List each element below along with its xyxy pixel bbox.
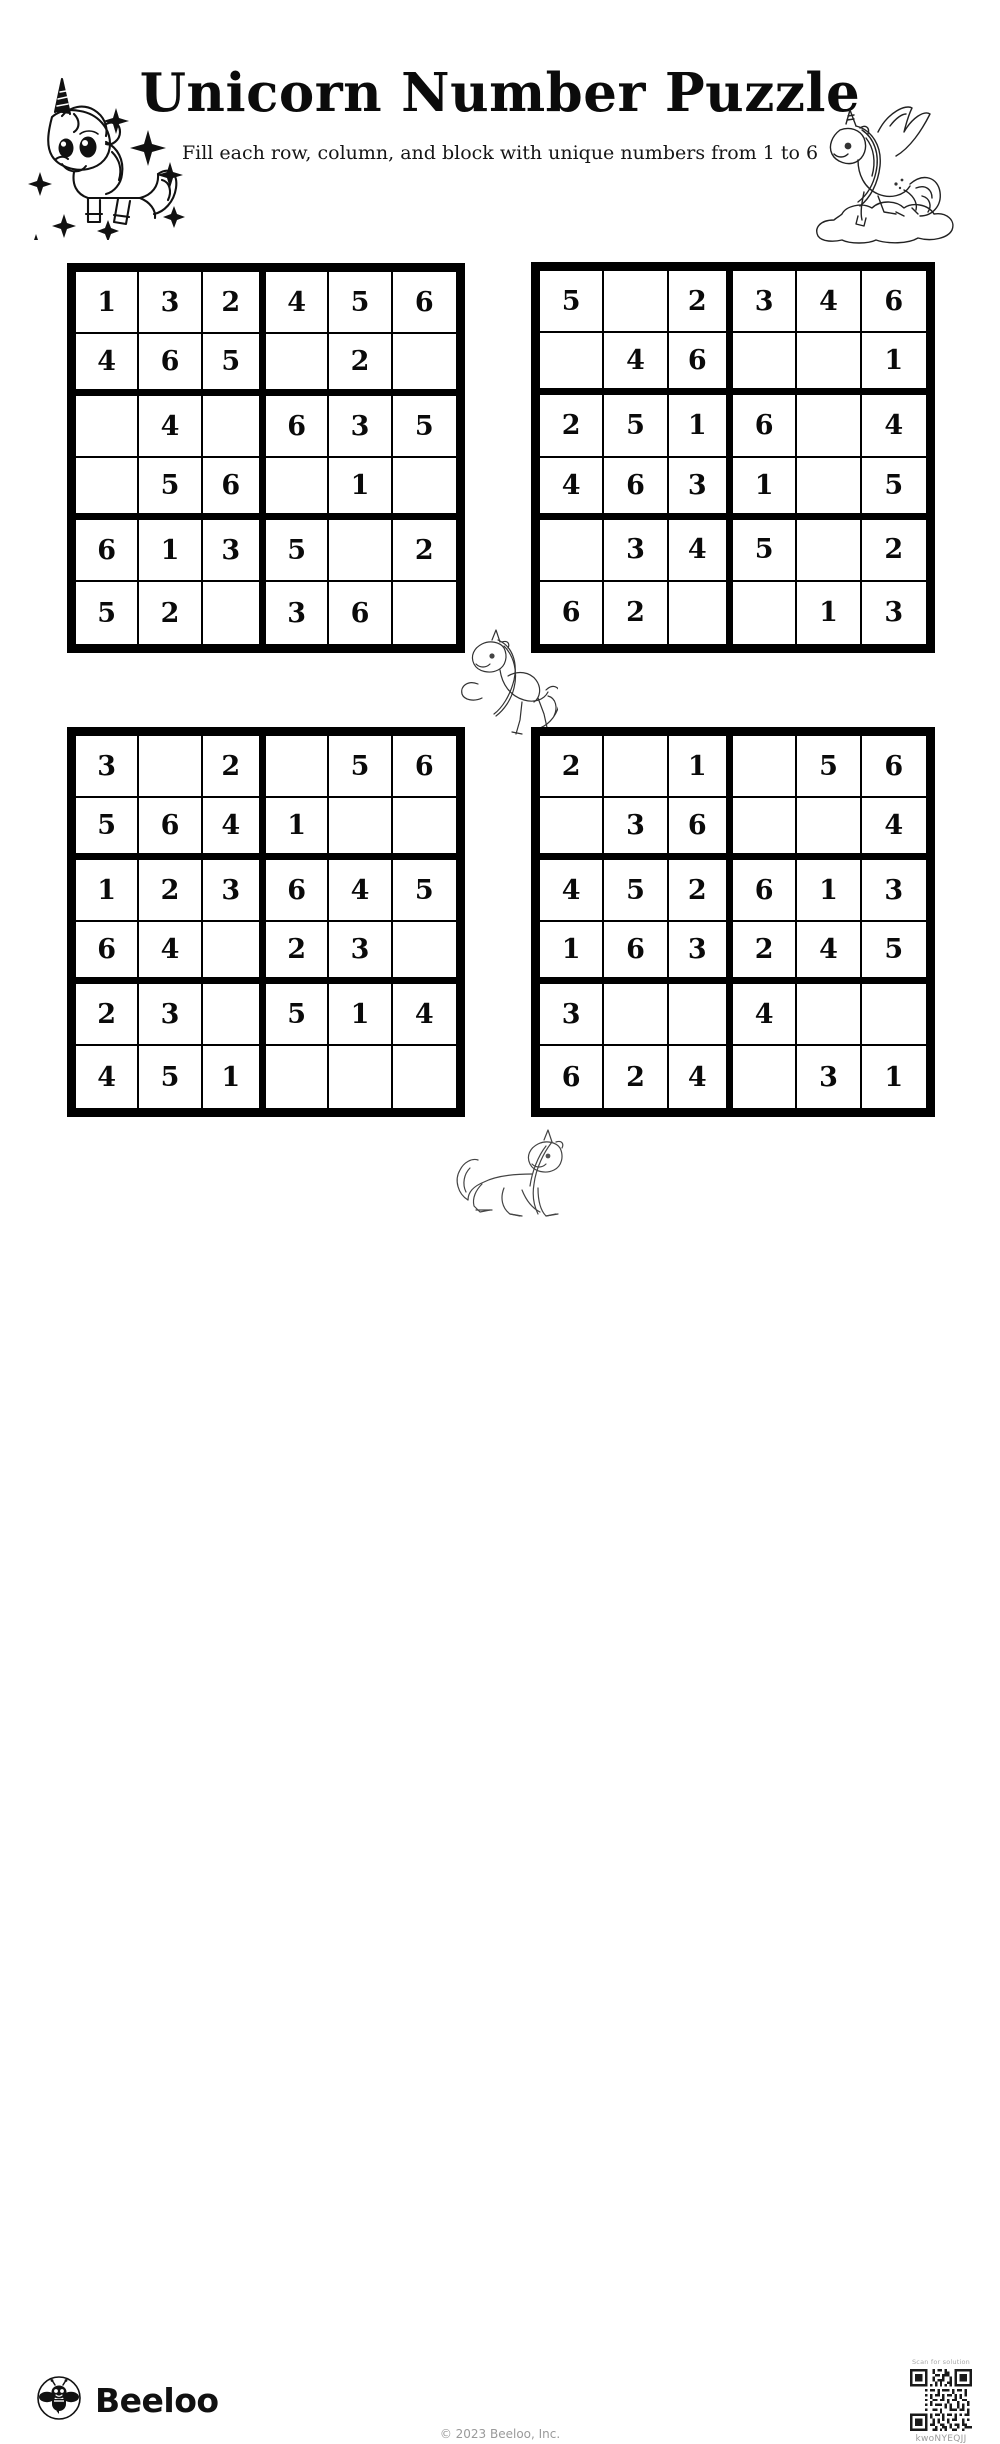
puzzle-cell[interactable] (797, 333, 861, 395)
puzzle-cell[interactable]: 3 (604, 520, 668, 582)
puzzle-cell[interactable]: 1 (76, 860, 139, 922)
puzzle-cell[interactable]: 6 (862, 736, 926, 798)
puzzle-cell[interactable]: 4 (139, 922, 202, 984)
winged-unicorn-on-cloud-icon (812, 96, 978, 244)
puzzle-cell[interactable] (604, 984, 668, 1046)
puzzle-cell[interactable]: 5 (733, 520, 797, 582)
copyright-text: © 2023 Beeloo, Inc. (439, 2427, 561, 2441)
puzzle-cell[interactable]: 5 (139, 458, 202, 520)
puzzle-cell[interactable]: 4 (669, 1046, 733, 1108)
puzzle-cell[interactable]: 3 (76, 736, 139, 798)
puzzle-cell[interactable]: 1 (329, 984, 392, 1046)
puzzle-cell[interactable] (203, 984, 266, 1046)
puzzle-cell[interactable]: 6 (540, 582, 604, 644)
puzzle-cell[interactable]: 4 (540, 860, 604, 922)
puzzle-cell[interactable] (203, 922, 266, 984)
puzzle-cell[interactable] (669, 582, 733, 644)
puzzle-cell[interactable]: 4 (862, 798, 926, 860)
puzzle-cell[interactable]: 3 (139, 272, 202, 334)
puzzle-cell[interactable]: 4 (139, 396, 202, 458)
puzzle-cell[interactable]: 6 (393, 272, 456, 334)
puzzle-cell[interactable]: 1 (139, 520, 202, 582)
puzzle-cell[interactable]: 3 (862, 582, 926, 644)
puzzle-cell[interactable]: 3 (203, 860, 266, 922)
puzzle-cell[interactable]: 6 (329, 582, 392, 644)
puzzle-cell[interactable]: 6 (669, 798, 733, 860)
page-title: Unicorn Number Puzzle (139, 62, 861, 124)
puzzle-cell[interactable] (139, 736, 202, 798)
puzzle-cell[interactable] (203, 396, 266, 458)
puzzle-cell[interactable]: 1 (266, 798, 329, 860)
puzzle-cell[interactable]: 5 (329, 736, 392, 798)
puzzle-cell[interactable] (733, 736, 797, 798)
puzzle-cell[interactable]: 6 (604, 922, 668, 984)
puzzle-cell[interactable]: 6 (604, 458, 668, 520)
puzzle-cell[interactable]: 6 (540, 1046, 604, 1108)
puzzle-cell[interactable] (393, 1046, 456, 1108)
puzzle-cell[interactable]: 6 (266, 860, 329, 922)
puzzle-cell[interactable] (203, 582, 266, 644)
puzzle-cell[interactable] (733, 798, 797, 860)
puzzle-cell[interactable] (797, 798, 861, 860)
qr-caption: Scan for solution (911, 2358, 970, 2366)
puzzle-cell[interactable]: 6 (393, 736, 456, 798)
puzzle-cell[interactable]: 3 (203, 520, 266, 582)
puzzle-cell[interactable]: 5 (862, 458, 926, 520)
puzzle-cell[interactable]: 3 (540, 984, 604, 1046)
puzzle-cell[interactable] (604, 736, 668, 798)
puzzle-cell[interactable]: 4 (733, 984, 797, 1046)
puzzle-cell[interactable]: 6 (139, 334, 202, 396)
puzzle-cell[interactable]: 2 (139, 582, 202, 644)
puzzle-cell[interactable] (266, 458, 329, 520)
puzzle-cell[interactable]: 4 (76, 1046, 139, 1108)
puzzle-cell[interactable]: 5 (266, 520, 329, 582)
puzzle-cell[interactable]: 3 (604, 798, 668, 860)
puzzle-cell[interactable]: 5 (76, 582, 139, 644)
puzzle-cell[interactable]: 4 (604, 333, 668, 395)
puzzle-cell[interactable] (797, 520, 861, 582)
qr-id-text: kwoNYEQJJ (915, 2434, 967, 2444)
puzzle-cell[interactable] (797, 458, 861, 520)
puzzle-cell[interactable]: 1 (797, 860, 861, 922)
puzzle-cell[interactable]: 4 (393, 984, 456, 1046)
puzzle-cell[interactable] (76, 396, 139, 458)
puzzle-cell[interactable] (862, 984, 926, 1046)
bee-icon (36, 2375, 82, 2426)
puzzle-cell[interactable]: 1 (540, 922, 604, 984)
puzzle-cell[interactable]: 2 (733, 922, 797, 984)
puzzle-cell[interactable]: 3 (266, 582, 329, 644)
puzzle-cell[interactable]: 2 (862, 520, 926, 582)
puzzle-cell[interactable]: 3 (329, 396, 392, 458)
puzzle-cell[interactable] (266, 736, 329, 798)
puzzle-cell[interactable]: 2 (604, 582, 668, 644)
puzzle-cell[interactable]: 2 (540, 736, 604, 798)
puzzle-cell[interactable] (733, 1046, 797, 1108)
puzzle-cell[interactable]: 2 (266, 922, 329, 984)
puzzle-cell[interactable]: 1 (862, 1046, 926, 1108)
puzzle-cell[interactable] (669, 984, 733, 1046)
puzzle-cell[interactable]: 3 (139, 984, 202, 1046)
puzzle-cell[interactable] (733, 333, 797, 395)
puzzle-cell[interactable]: 5 (604, 860, 668, 922)
puzzle-cell[interactable]: 1 (733, 458, 797, 520)
puzzle-cell[interactable]: 5 (393, 396, 456, 458)
puzzle-cell[interactable] (540, 798, 604, 860)
puzzle-cell[interactable]: 6 (733, 395, 797, 457)
puzzle-cell[interactable] (540, 333, 604, 395)
puzzle-cell[interactable]: 4 (266, 272, 329, 334)
puzzle-cell[interactable]: 6 (203, 458, 266, 520)
puzzle-cell[interactable]: 1 (203, 1046, 266, 1108)
puzzle-cell[interactable]: 4 (797, 271, 861, 333)
qr-code-icon[interactable] (910, 2369, 972, 2431)
puzzle-cell[interactable]: 6 (733, 860, 797, 922)
puzzle-cell[interactable]: 5 (604, 395, 668, 457)
puzzle-cell[interactable]: 4 (76, 334, 139, 396)
brand-logo (36, 2375, 219, 2426)
puzzle-cell[interactable]: 4 (797, 922, 861, 984)
puzzle-cell[interactable] (329, 798, 392, 860)
page-footer (0, 1170, 1000, 2444)
puzzle-cell[interactable] (266, 1046, 329, 1108)
puzzle-cell[interactable]: 2 (76, 984, 139, 1046)
puzzle-cell[interactable]: 1 (76, 272, 139, 334)
puzzle-cell[interactable] (540, 520, 604, 582)
puzzle-cell[interactable]: 4 (329, 860, 392, 922)
puzzle-cell[interactable]: 6 (266, 396, 329, 458)
puzzle-cell[interactable]: 5 (862, 922, 926, 984)
unicorn-with-sparkles-icon (22, 62, 190, 240)
puzzle-cell[interactable] (797, 984, 861, 1046)
puzzle-cell[interactable]: 4 (203, 798, 266, 860)
puzzle-cell[interactable]: 2 (604, 1046, 668, 1108)
puzzle-cell[interactable] (76, 458, 139, 520)
puzzle-cell[interactable]: 5 (266, 984, 329, 1046)
puzzle-cell[interactable]: 5 (540, 271, 604, 333)
puzzle-cell[interactable]: 3 (733, 271, 797, 333)
puzzle-cell[interactable] (604, 271, 668, 333)
puzzle-cell[interactable] (733, 582, 797, 644)
puzzle-cell[interactable]: 3 (669, 458, 733, 520)
puzzle-cell[interactable] (797, 395, 861, 457)
puzzle-grid-bottom-right[interactable] (531, 727, 935, 1117)
qr-solution-block[interactable] (903, 2358, 979, 2444)
page-subtitle: Fill each row, column, and block with unique numbers from 1 to 6 (181, 142, 819, 164)
puzzle-cell[interactable]: 4 (862, 395, 926, 457)
puzzle-cell[interactable]: 1 (669, 736, 733, 798)
puzzle-cell[interactable]: 5 (797, 736, 861, 798)
puzzle-cell[interactable]: 6 (76, 520, 139, 582)
puzzle-grid-top-left[interactable] (67, 263, 465, 653)
puzzle-cell[interactable]: 2 (203, 736, 266, 798)
puzzle-cell[interactable]: 2 (139, 860, 202, 922)
puzzle-cell[interactable] (393, 922, 456, 984)
puzzle-cell[interactable]: 4 (540, 458, 604, 520)
puzzle-grid-top-right[interactable] (531, 262, 935, 653)
puzzle-cell[interactable]: 6 (76, 922, 139, 984)
puzzle-cell[interactable]: 5 (329, 272, 392, 334)
puzzle-cell[interactable]: 3 (329, 922, 392, 984)
puzzle-cell[interactable]: 3 (669, 922, 733, 984)
puzzle-cell[interactable]: 2 (203, 272, 266, 334)
puzzle-cell[interactable]: 1 (862, 333, 926, 395)
puzzle-cell[interactable]: 5 (203, 334, 266, 396)
puzzle-cell[interactable] (393, 798, 456, 860)
puzzle-cell[interactable]: 6 (139, 798, 202, 860)
puzzle-cell[interactable]: 5 (139, 1046, 202, 1108)
puzzle-cell[interactable]: 3 (862, 860, 926, 922)
puzzle-cell[interactable] (266, 334, 329, 396)
puzzle-cell[interactable]: 3 (797, 1046, 861, 1108)
puzzle-cell[interactable]: 6 (669, 333, 733, 395)
puzzle-cell[interactable]: 2 (329, 334, 392, 396)
puzzle-cell[interactable]: 4 (669, 520, 733, 582)
puzzle-grid-bottom-left[interactable] (67, 727, 465, 1117)
puzzle-cell[interactable] (329, 520, 392, 582)
puzzle-cell[interactable]: 1 (669, 395, 733, 457)
puzzle-cell[interactable]: 1 (797, 582, 861, 644)
puzzle-cell[interactable]: 2 (393, 520, 456, 582)
puzzle-cell[interactable]: 5 (393, 860, 456, 922)
puzzle-cell[interactable]: 6 (862, 271, 926, 333)
puzzle-cell[interactable]: 2 (669, 860, 733, 922)
puzzle-cell[interactable] (393, 458, 456, 520)
puzzle-cell[interactable]: 2 (669, 271, 733, 333)
puzzle-cell[interactable]: 2 (540, 395, 604, 457)
brand-name: Beeloo (95, 2381, 219, 2420)
puzzle-cell[interactable]: 1 (329, 458, 392, 520)
puzzle-cell[interactable]: 5 (76, 798, 139, 860)
puzzle-cell[interactable] (393, 334, 456, 396)
puzzle-cell[interactable] (329, 1046, 392, 1108)
puzzle-cell[interactable] (393, 582, 456, 644)
